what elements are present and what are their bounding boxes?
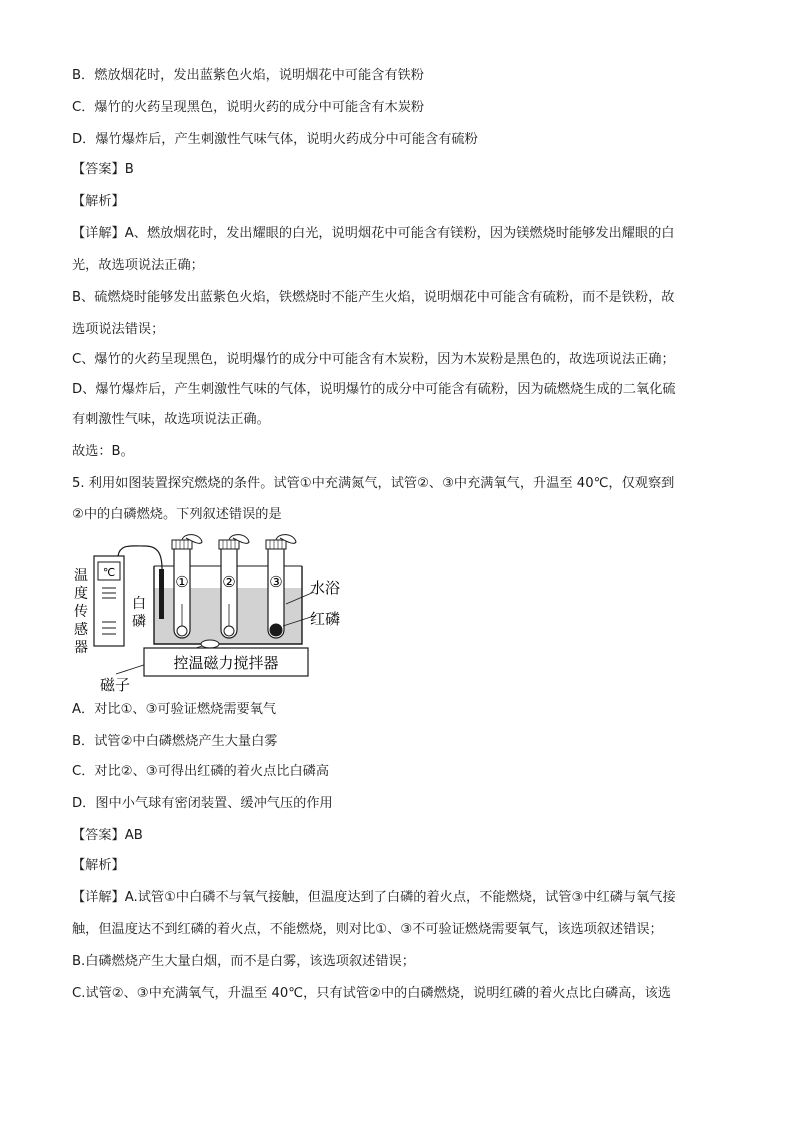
white-phosphorus-char: 磷 [132, 614, 146, 630]
sensor-label-char: 度 [74, 586, 88, 602]
white-phosphorus-char: 白 [132, 596, 146, 612]
stirrer-label: 控温磁力搅拌器 [173, 654, 279, 672]
option-c-text: C．爆竹的火药呈现黑色，说明火药的成分中可能含有木炭粉 [72, 100, 425, 115]
detail-line: D、爆竹爆炸后，产生刺激性气味的气体，说明爆竹的成分中可能含有硫粉，因为硫燃烧生成的二氧化硫 [72, 382, 676, 397]
option-d-text: D．图中小气球有密闭装置、缓冲气压的作用 [72, 796, 333, 811]
detail-line: 【详解】A、燃放烟花时，发出耀眼的白光，说明烟花中可能含有镁粉，因为镁燃烧时能够发出耀眼的白 [72, 226, 675, 241]
tube-label-1: ① [175, 573, 189, 591]
analysis-label: 【解析】 [72, 858, 125, 873]
detail-line: C.试管②、③中充满氧气，升温至 40℃，只有试管②中的白磷燃烧，说明红磷的着火点比白磷高，该选 [72, 986, 671, 1001]
detail-line: 触，但温度达不到红磷的着火点，不能燃烧，则对比①、③不可验证燃烧需要氧气，该选项叙述错误； [72, 922, 663, 937]
answer-label: 【答案】B [72, 162, 134, 177]
water-bath-label: 水浴 [310, 579, 341, 597]
detail-line: 有刺激性气味，故选项说法正确。 [72, 412, 270, 427]
display-unit: ℃ [102, 566, 116, 579]
question-5-text: ②中的白磷燃烧。下列叙述错误的是 [72, 507, 282, 522]
detail-line: 【详解】A.试管①中白磷不与氧气接触，但温度达到了白磷的着火点，不能燃烧，试管③中红磷与氧气接 [72, 890, 676, 905]
option-c-text: C．对比②、③可得出红磷的着火点比白磷高 [72, 764, 330, 779]
conclusion-line: 故选：B。 [72, 444, 134, 459]
experiment-figure [70, 534, 360, 698]
detail-line: 光，故选项说法正确； [72, 258, 204, 273]
white-phosphorus-sample [177, 626, 187, 636]
sensor-label-char: 器 [74, 640, 88, 656]
option-b-text: B．燃放烟花时，发出蓝紫色火焰，说明烟花中可能含有铁粉 [72, 68, 424, 83]
option-b-text: B．试管②中白磷燃烧产生大量白雾 [72, 734, 278, 749]
temperature-probe [159, 569, 164, 619]
red-phosphorus-label: 红磷 [310, 610, 341, 628]
option-d-text: D．爆竹爆炸后，产生刺激性气味气体，说明火药成分中可能含有硫粉 [72, 132, 478, 147]
stir-bar [201, 640, 219, 648]
analysis-label: 【解析】 [72, 194, 125, 209]
apparatus-diagram [70, 534, 360, 694]
sensor-label-char: 感 [74, 622, 88, 638]
detail-line: C、爆竹的火药呈现黑色，说明爆竹的成分中可能含有木炭粉，因为木炭粉是黑色的，故选项说法正确； [72, 352, 675, 367]
stir-bar-label: 磁子 [100, 676, 131, 694]
sensor-label-char: 传 [74, 604, 88, 620]
detail-line: 选项说法错误； [72, 322, 165, 337]
white-phosphorus-sample [224, 626, 234, 636]
tube-label-2: ② [222, 573, 236, 591]
answer-label: 【答案】AB [72, 828, 143, 843]
option-a-text: A．对比①、③可验证燃烧需要氧气 [72, 702, 277, 717]
red-phosphorus-sample [270, 624, 283, 637]
tube-label-3: ③ [269, 573, 283, 591]
detail-line: B、硫燃烧时能够发出蓝紫色火焰，铁燃烧时不能产生火焰，说明烟花中可能含有硫粉，而不是铁粉，故 [72, 290, 675, 305]
sensor-label-char: 温 [74, 568, 88, 584]
detail-line: B.白磷燃烧产生大量白烟，而不是白雾，该选项叙述错误； [72, 954, 415, 969]
question-5-text: 5. 利用如图装置探究燃烧的条件。试管①中充满氮气，试管②、③中充满氧气，升温至 40℃，仅观察到 [72, 476, 675, 491]
